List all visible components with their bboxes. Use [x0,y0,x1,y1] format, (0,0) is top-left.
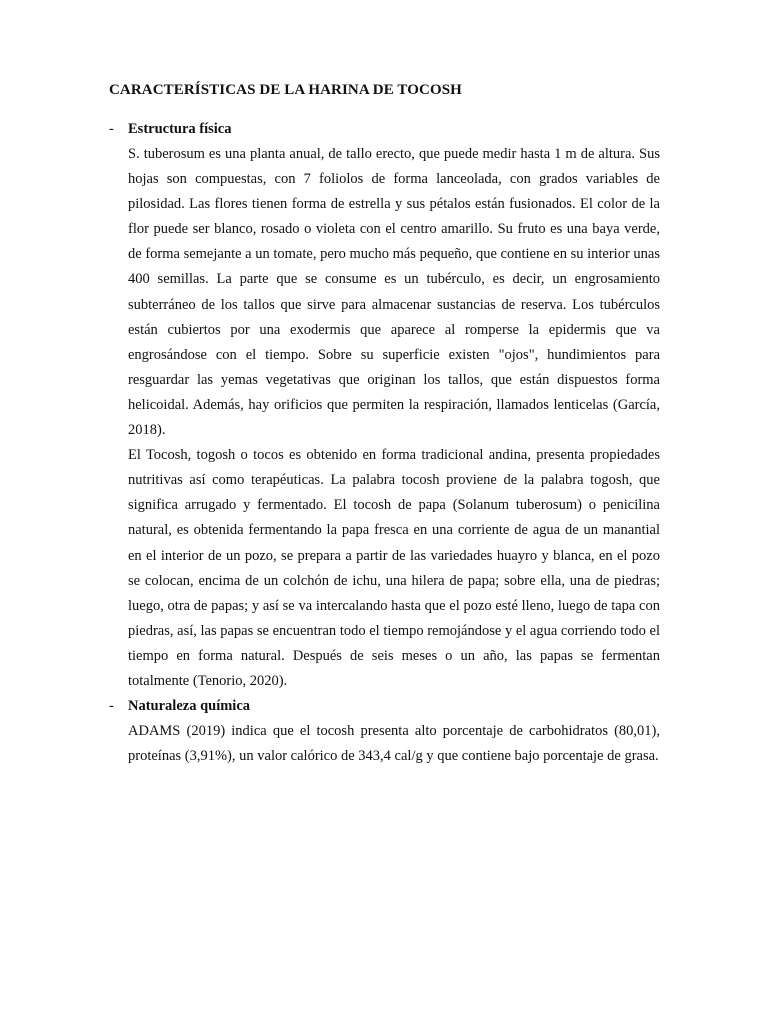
section-heading-text: Estructura física [128,121,232,137]
paragraph: El Tocosh, togosh o tocos es obtenido en forma tradicional andina, presenta propiedades nutritivas así como terapéuticas. La palabra tocosh proviene de la palabra togosh, que significa arrugado y fermentado. El tocosh de papa (Solanum tuberosum) o penicilina natural, es obtenida fermentando la papa fresca en una corriente de agua de un manantial en el interior de un pozo, se prepara a partir de las variedades huayro y blanca, en el pozo se colocan, encima de un colchón de ichu, una hilera de papa; sobre ella, una de piedras; luego, otra de papas; y así se va intercalando hasta que el pozo esté lleno, luego de tapa con piedras, así, las papas se encuentran todo el tiempo remojándose y el agua corriendo todo el tiempo en forma natural. Después de seis meses o un año, las papas se fermentan totalmente (Tenorio, 2020). [128,447,660,689]
section-estructura-fisica [109,117,660,694]
section-naturaleza-quimica [109,694,660,769]
section-heading-text: Naturaleza química [128,698,251,715]
section-heading [109,694,660,719]
document-title: CARACTERÍSTICAS DE LA HARINA DE TOCOSH [109,82,462,98]
paragraph: S. tuberosum es una planta anual, de tallo erecto, que puede medir hasta 1 m de altura. Sus hojas son compuestas, con 7 foliolos de forma lanceolada, con grados variables de pilosidad. Las flores tienen forma de estrella y sus pétalos están fusionados. El color de la flor puede ser blanco, rosado o violeta con el centro amarillo. Su fruto es una baya verde, de forma semejante a un tomate, pero mucho más pequeño, que contiene en su interior unas 400 semillas. La parte que se consume es un tubérculo, es decir, un engrosamiento subterráneo de los tallos que sirve para almacenar sustancias de reserva. Los tubérculos están cubiertos por una exodermis que aparece al romperse la epidermis que va engrosándose con el tiempo. Sobre su superficie existen "ojos", hundimientos para resguardar las yemas vegetativas que originan los tallos, que están dispuestos forma helicoidal. Además, hay orificios que permiten la respiración, llamados lenticelas (García, 2018). [128,146,660,439]
bullet-dash: - [109,698,114,715]
section-heading [109,117,660,142]
paragraph: ADAMS (2019) indica que el tocosh presenta alto porcentaje de carbohidratos (80,01), proteínas (3,91%), un valor calórico de 343,4 cal/g y que contiene bajo porcentaje de grasa. [128,723,660,765]
bullet-dash: - [109,121,114,137]
